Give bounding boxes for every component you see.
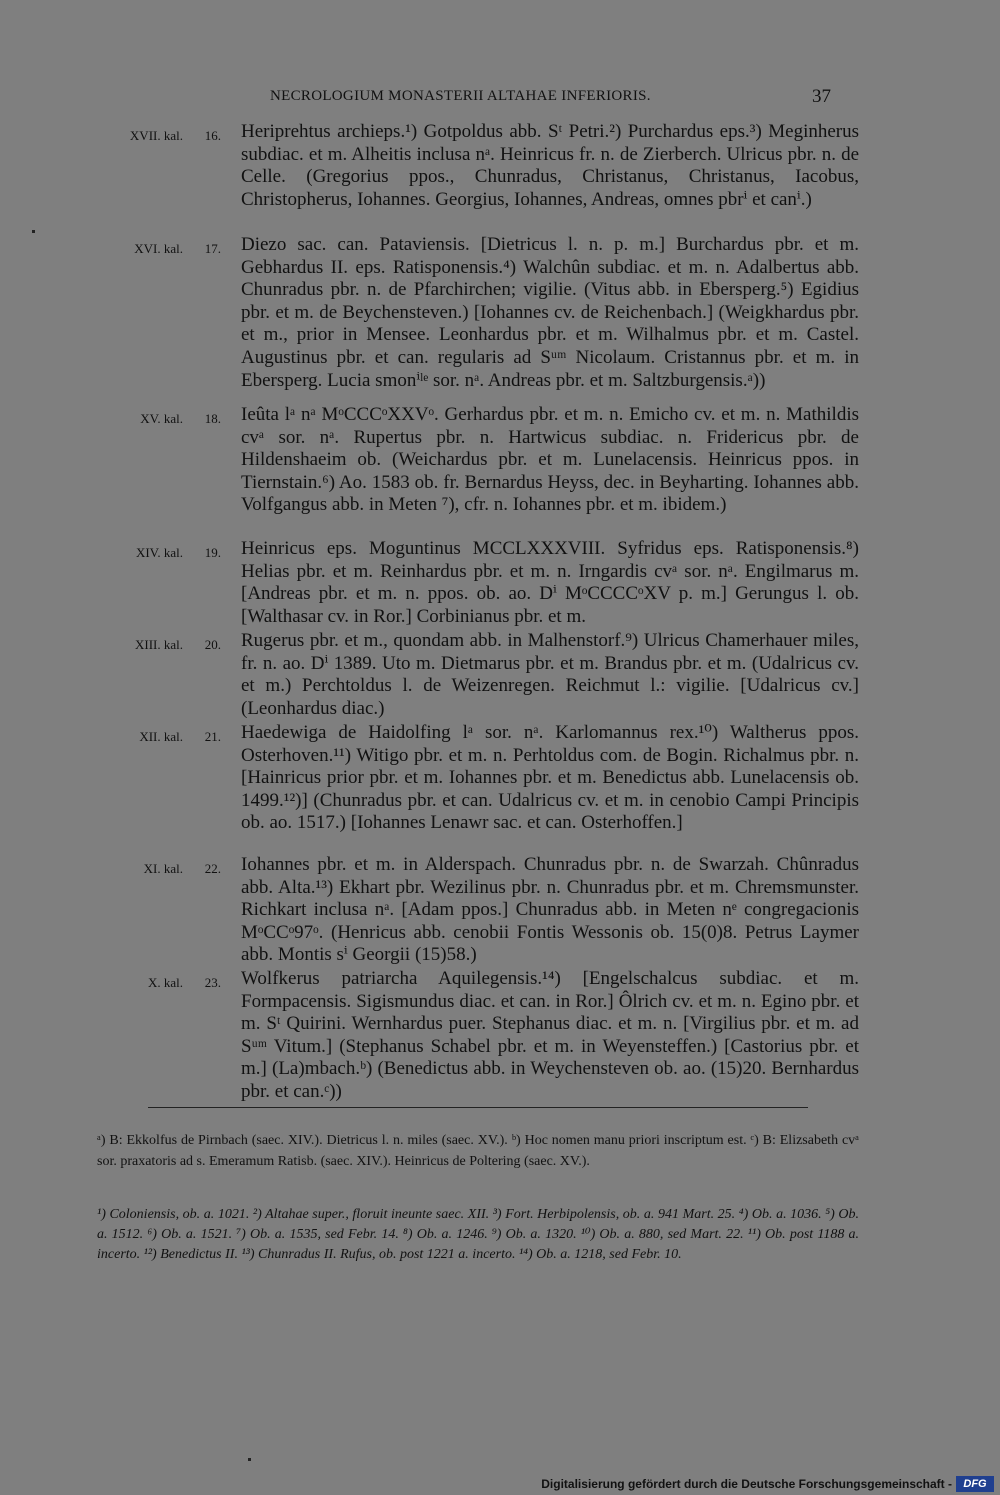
entry-kalend: XIV. kal.	[135, 545, 183, 560]
entry	[0, 967, 1000, 1102]
page-number: 37	[812, 86, 831, 107]
numbered-footnotes: ¹) Coloniensis, ob. a. 1021. ²) Altahae super., floruit ineunte saec. XII. ³) Fort. Herbipolensis, ob. a. 941 Mart. 25. ⁴) Ob. a. 1036. ⁵) Ob. a. 1512. ⁶) Ob. a. 1521. ⁷) Ob. a. 1535, sed Febr. 14. ⁸) Ob. a. 1246. ⁹) Ob. a. 1320. ¹⁰) Ob. a. 880, sed Mart. 22. ¹¹) Ob. post 1188 a. incerto. ¹²) Benedictus II. ¹³) Chunradus II. Rufus, ob. post 1221 a. incerto. ¹⁴) Ob. a. 1218, sed Febr. 10.	[97, 1207, 859, 1262]
digitization-footer	[0, 1474, 1000, 1495]
entry-kalend: XII. kal.	[139, 729, 183, 744]
entry-kalend: XV. kal.	[140, 411, 183, 426]
entry	[0, 537, 1000, 629]
entry-day: 16.	[204, 128, 221, 143]
entry-text: Wolfkerus patriarcha Aquilegensis.¹⁴) [Engelschalcus subdiac. et m. Formpacensis. Sigismundus diac. et can. in Ror.] Ôlrich cv. et m. n. Egino pbr. et m. Sᵗ Quirini. Wernhardus puer. Stephanus diac. et m. n. [Virgilius pbr. et m. ad Sᵘᵐ Vitum.] (Stephanus Schabel pbr. et m. in Weyensteffen.) [Castorius pbr. et m.] (La)mbach.ᵇ) (Benedictus abb. in Weychensteven ob. ao. (15)20. Bernhardus pbr. et can.ᶜ))	[241, 968, 859, 1102]
entry-day: 23.	[204, 975, 221, 990]
entry	[0, 721, 1000, 853]
funding-note: Digitalisierung gefördert durch die Deutsche Forschungsgemeinschaft -	[541, 1477, 952, 1491]
entry-text: Heriprehtus archieps.¹) Gotpoldus abb. Sᵗ Petri.²) Purchardus eps.³) Meginherus subdiac. et m. Alheitis inclusa nᵃ. Heinricus fr. n. de Zierberch. Ulricus pbr. n. de Celle. (Gregorius ppos., Chunradus, Christanus, Christanus, Iacobus, Christopherus, Iohannes. Georgius, Iohannes, Andreas, omnes pbrⁱ et canⁱ.)	[241, 121, 859, 210]
textual-notes: ᵃ) B: Ekkolfus de Pirnbach (saec. XIV.). Dietricus l. n. miles (saec. XV.). ᵇ) Hoc nomen manu priori inscriptum est. ᶜ) B: Elizsabeth cvᵃ sor. praxatoris ad s. Emeramum Ratisb. (saec. XIV.). Heinricus de Poltering (saec. XV.).	[97, 1133, 859, 1169]
entry-text: Iohannes pbr. et m. in Alderspach. Chunradus pbr. n. de Swarzah. Chûnradus abb. Alta.¹³) Ekhart pbr. Wezilinus pbr. n. Chunradus pbr. et m. Chremsmunster. Richkart inclusa nᵃ. [Adam ppos.] Chunradus abb. in Meten nᵉ congregacionis MᵒCCᵒ97ᵒ. (Henricus abb. cenobii Fontis Wessonis ob. 15(0)8. Petrus Laymer abb. Montis sⁱ Georgii (15)58.)	[241, 854, 859, 966]
scan-speck	[248, 1458, 251, 1461]
entry-day: 20.	[204, 637, 221, 652]
scan-speck	[32, 230, 35, 233]
entry	[0, 403, 1000, 537]
entry-day: 22.	[204, 861, 221, 876]
entry	[0, 853, 1000, 967]
entry-kalend: XI. kal.	[143, 861, 183, 876]
entry-kalend: XVI. kal.	[134, 241, 183, 256]
entry-text: Ieûta lᵃ nᵃ MᵒCCCᵒXXVᵒ. Gerhardus pbr. et m. n. Emicho cv. et m. n. Mathildis cvᵃ sor. nᵃ. Rupertus pbr. n. Hartwicus subdiac. n. Fridericus pbr. de Hildenshaeim ob. (Weichardus pbr. et m. Lunelacensis. Heinricus ppos. in Tiernstain.⁶) Ao. 1583 ob. fr. Bernardus Heyss, dec. in Beyharting. Iohannes abb. Volfgangus abb. in Meten ⁷), cfr. n. Iohannes pbr. et m. ibidem.)	[241, 404, 859, 516]
entry-kalend: XVII. kal.	[129, 128, 183, 143]
entry	[0, 233, 1000, 403]
entry-day: 21.	[204, 729, 221, 744]
running-title: NECROLOGIUM MONASTERII ALTAHAE INFERIORIS.	[270, 88, 651, 104]
entry-text: Heinricus eps. Moguntinus MCCLXXXVIII. Syfridus eps. Ratisponensis.⁸) Helias pbr. et m. Reinhardus pbr. et m. n. Irngardis cvᵃ sor. nᵃ. Engilmarus m. [Andreas pbr. et m. n. ppos. ob. ao. Dⁱ MᵒCCCCᵒXV p. m.] Gerungus l. ob. [Walthasar cv. in Ror.] Corbinianus pbr. et m.	[241, 538, 859, 627]
entry-kalend: X. kal.	[147, 975, 183, 990]
footnote-separator	[148, 1107, 808, 1108]
entry-day: 17.	[204, 241, 221, 256]
page-header	[0, 86, 1000, 116]
entry-text: Diezo sac. can. Pataviensis. [Dietricus l. n. p. m.] Burchardus pbr. et m. Gebhardus II. eps. Ratisponensis.⁴) Walchûn subdiac. et m. n. Adalbertus abb. Chunradus pbr. n. de Pfarchirchen; vigilie. (Vitus abb. in Ebersperg.⁵) Egidius pbr. et m. de Beychensteven.) [Iohannes cv. de Reichenbach.] (Weigkhardus pbr. et m., prior in Mensee. Leonhardus pbr. et m. Wilhalmus pbr. et m. Castel. Augustinus pbr. et can. regularis ad Sᵘᵐ Nicolaum. Cristannus pbr. et m. in Ebersperg. Lucia smonⁱˡᵉ sor. nᵃ. Andreas pbr. et m. Saltzburgensis.ᵃ))	[241, 234, 859, 391]
entry-kalend: XIII. kal.	[134, 637, 183, 652]
entry	[0, 629, 1000, 721]
dfg-logo: DFG	[956, 1476, 994, 1492]
entry-text: Haedewiga de Haidolfing lᵃ sor. nᵃ. Karlomannus rex.¹⁰) Waltherus ppos. Osterhoven.¹¹) Witigo pbr. et m. n. Perhtoldus com. de Bogin. Richalmus pbr. n. [Hainricus prior pbr. et m. Iohannes pbr. et m. Benedictus abb. Lunelacensis ob. 1499.¹²)] (Chunradus pbr. et can. Udalricus cv. et m. in cenobio Campi Principis ob. ao. 1517.) [Iohannes Lenawr sac. et can. Osterhoffen.]	[241, 722, 859, 834]
necrology-entries	[0, 120, 1000, 1102]
entry-day: 19.	[204, 545, 221, 560]
entry	[0, 120, 1000, 233]
entry-day: 18.	[204, 411, 221, 426]
entry-text: Rugerus pbr. et m., quondam abb. in Malhenstorf.⁹) Ulricus Chamerhauer miles, fr. n. ao. Dⁱ 1389. Uto m. Dietmarus pbr. et m. Brandus pbr. et m. (Udalricus cv. et m.) Perchtoldus l. de Weizenregen. Reichmut l.: vigilie. [Udalricus cv.] (Leonhardus diac.)	[241, 630, 859, 719]
